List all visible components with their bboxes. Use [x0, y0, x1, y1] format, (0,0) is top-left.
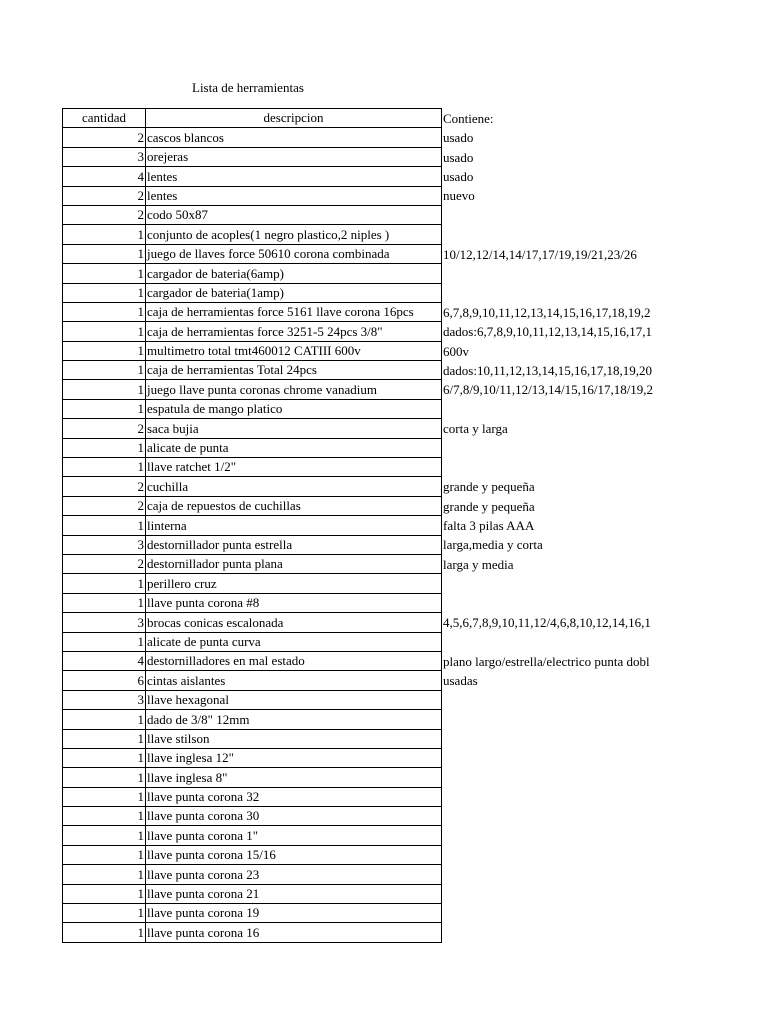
- table-row: [63, 244, 763, 263]
- description-cell: brocas conicas escalonada: [146, 613, 442, 632]
- quantity-cell: 6: [63, 671, 146, 690]
- quantity-cell: 1: [63, 458, 146, 477]
- table-row: [63, 593, 763, 612]
- quantity-cell: 1: [63, 807, 146, 826]
- description-cell: alicate de punta: [146, 438, 442, 457]
- contents-cell: [442, 748, 763, 767]
- contents-cell: [442, 710, 763, 729]
- header-quantity: cantidad: [63, 109, 146, 128]
- contents-cell: dados:6,7,8,9,10,11,12,13,14,15,16,17,1: [443, 324, 652, 340]
- quantity-cell: 1: [63, 729, 146, 748]
- quantity-cell: 3: [63, 690, 146, 709]
- contents-cell: [442, 205, 763, 224]
- quantity-cell: 2: [63, 186, 146, 205]
- table-row: [63, 865, 763, 884]
- contents-cell: [442, 593, 763, 612]
- quantity-cell: 1: [63, 748, 146, 767]
- contents-cell: 6,7,8,9,10,11,12,13,14,15,16,17,18,19,2: [443, 304, 651, 320]
- quantity-cell: 1: [63, 244, 146, 263]
- quantity-cell: 4: [63, 651, 146, 670]
- description-cell: linterna: [146, 516, 442, 535]
- table-body: [63, 128, 763, 942]
- quantity-cell: 1: [63, 438, 146, 457]
- description-cell: alicate de punta curva: [146, 632, 442, 651]
- table-row: [63, 554, 763, 573]
- description-cell: llave punta corona 1": [146, 826, 442, 845]
- table-row: [63, 845, 763, 864]
- description-cell: destornillador punta estrella: [146, 535, 442, 554]
- table-row: [63, 399, 763, 418]
- description-cell: llave hexagonal: [146, 690, 442, 709]
- page-title: Lista de herramientas: [192, 80, 304, 95]
- contents-cell: [442, 690, 763, 709]
- contents-cell: [442, 904, 763, 923]
- description-cell: llave punta corona 16: [146, 923, 442, 942]
- table-row: [63, 535, 763, 554]
- header-description: descripcion: [146, 109, 442, 128]
- description-cell: llave inglesa 12": [146, 748, 442, 767]
- contents-cell: 4,5,6,7,8,9,10,11,12/4,6,8,10,12,14,16,1: [443, 615, 651, 631]
- contents-cell: [442, 729, 763, 748]
- table-row: [63, 205, 763, 224]
- table-row: [63, 302, 763, 321]
- contents-cell: nuevo: [443, 188, 475, 204]
- description-cell: cintas aislantes: [146, 671, 442, 690]
- contents-cell: [442, 787, 763, 806]
- contents-cell: [442, 438, 763, 457]
- contents-cell: [442, 826, 763, 845]
- description-cell: destornillador punta plana: [146, 554, 442, 573]
- contents-cell: plano largo/estrella/electrico punta dobl: [443, 653, 650, 669]
- table-row: [63, 186, 763, 205]
- quantity-cell: 1: [63, 710, 146, 729]
- table-row: [63, 826, 763, 845]
- table-row: [63, 419, 763, 438]
- table-row: [63, 807, 763, 826]
- table-row: [63, 787, 763, 806]
- quantity-cell: 1: [63, 225, 146, 244]
- contents-cell: usado: [443, 130, 474, 146]
- quantity-cell: 3: [63, 147, 146, 166]
- table-row: [63, 225, 763, 244]
- description-cell: llave punta corona 21: [146, 884, 442, 903]
- quantity-cell: 2: [63, 419, 146, 438]
- description-cell: llave punta corona 30: [146, 807, 442, 826]
- contents-cell: [442, 225, 763, 244]
- table-row: [63, 884, 763, 903]
- description-cell: llave punta corona #8: [146, 593, 442, 612]
- description-cell: dado de 3/8" 12mm: [146, 710, 442, 729]
- description-cell: llave punta corona 32: [146, 787, 442, 806]
- contents-cell: [442, 283, 763, 302]
- quantity-cell: 3: [63, 535, 146, 554]
- quantity-cell: 1: [63, 865, 146, 884]
- table-row: [63, 671, 763, 690]
- quantity-cell: 3: [63, 613, 146, 632]
- header-row: [63, 109, 763, 128]
- table-row: [63, 361, 763, 380]
- table-row: [63, 690, 763, 709]
- contents-cell: 6/7,8/9,10/11,12/13,14/15,16/17,18/19,2: [443, 382, 654, 398]
- description-cell: perillero cruz: [146, 574, 442, 593]
- contents-cell: larga y media: [443, 556, 514, 572]
- description-cell: conjunto de acoples(1 negro plastico,2 niples ): [146, 225, 442, 244]
- contents-cell: grande y pequeña: [443, 498, 535, 514]
- table-row: [63, 264, 763, 283]
- quantity-cell: 1: [63, 787, 146, 806]
- table-row: [63, 341, 763, 360]
- quantity-cell: 1: [63, 923, 146, 942]
- table-row: [63, 729, 763, 748]
- table-row: [63, 768, 763, 787]
- description-cell: llave punta corona 23: [146, 865, 442, 884]
- description-cell: codo 50x87: [146, 205, 442, 224]
- table-row: [63, 458, 763, 477]
- contents-cell: usado: [443, 149, 474, 165]
- description-cell: juego de llaves force 50610 corona combinada: [146, 244, 442, 263]
- quantity-cell: 1: [63, 516, 146, 535]
- description-cell: orejeras: [146, 147, 442, 166]
- table-row: [63, 322, 763, 341]
- quantity-cell: 1: [63, 322, 146, 341]
- table-row: [63, 748, 763, 767]
- contents-cell: dados:10,11,12,13,14,15,16,17,18,19,20: [443, 362, 652, 378]
- description-cell: caja de repuestos de cuchillas: [146, 496, 442, 515]
- quantity-cell: 1: [63, 361, 146, 380]
- table-row: [63, 283, 763, 302]
- tool-list-sheet: [62, 108, 762, 943]
- contents-cell: 10/12,12/14,14/17,17/19,19/21,23/26: [443, 246, 637, 262]
- description-cell: espatula de mango platico: [146, 399, 442, 418]
- table-row: [63, 904, 763, 923]
- description-cell: llave inglesa 8": [146, 768, 442, 787]
- table-row: [63, 147, 763, 166]
- table-row: [63, 496, 763, 515]
- tool-list-table: [62, 108, 762, 943]
- contents-cell: usadas: [443, 673, 478, 689]
- quantity-cell: 1: [63, 826, 146, 845]
- description-cell: destornilladores en mal estado: [146, 651, 442, 670]
- contents-cell: [442, 574, 763, 593]
- quantity-cell: 1: [63, 574, 146, 593]
- table-row: [63, 632, 763, 651]
- table-row: [63, 128, 763, 147]
- description-cell: lentes: [146, 186, 442, 205]
- table-row: [63, 613, 763, 632]
- table-row: [63, 167, 763, 186]
- quantity-cell: 1: [63, 341, 146, 360]
- description-cell: saca bujia: [146, 419, 442, 438]
- table-row: [63, 516, 763, 535]
- quantity-cell: 2: [63, 128, 146, 147]
- quantity-cell: 1: [63, 768, 146, 787]
- quantity-cell: 1: [63, 904, 146, 923]
- description-cell: lentes: [146, 167, 442, 186]
- table-row: [63, 923, 763, 942]
- quantity-cell: 4: [63, 167, 146, 186]
- table-row: [63, 651, 763, 670]
- description-cell: llave stilson: [146, 729, 442, 748]
- description-cell: cascos blancos: [146, 128, 442, 147]
- description-cell: cargador de bateria(6amp): [146, 264, 442, 283]
- quantity-cell: 2: [63, 496, 146, 515]
- header-contents: Contiene:: [443, 110, 494, 126]
- description-cell: multimetro total tmt460012 CATIII 600v: [146, 341, 442, 360]
- table-row: [63, 477, 763, 496]
- table-row: [63, 574, 763, 593]
- quantity-cell: 2: [63, 205, 146, 224]
- description-cell: caja de herramientas force 5161 llave corona 16pcs: [146, 302, 442, 321]
- quantity-cell: 1: [63, 302, 146, 321]
- contents-cell: [442, 632, 763, 651]
- description-cell: caja de herramientas Total 24pcs: [146, 361, 442, 380]
- quantity-cell: 2: [63, 477, 146, 496]
- description-cell: cargador de bateria(1amp): [146, 283, 442, 302]
- quantity-cell: 1: [63, 632, 146, 651]
- contents-cell: corta y larga: [443, 421, 508, 437]
- description-cell: llave punta corona 15/16: [146, 845, 442, 864]
- quantity-cell: 1: [63, 399, 146, 418]
- description-cell: caja de herramientas force 3251-5 24pcs 3/8": [146, 322, 442, 341]
- quantity-cell: 2: [63, 554, 146, 573]
- contents-cell: [442, 399, 763, 418]
- contents-cell: [442, 923, 763, 942]
- description-cell: cuchilla: [146, 477, 442, 496]
- quantity-cell: 1: [63, 884, 146, 903]
- description-cell: llave punta corona 19: [146, 904, 442, 923]
- contents-cell: grande y pequeña: [443, 479, 535, 495]
- description-cell: juego llave punta coronas chrome vanadium: [146, 380, 442, 399]
- quantity-cell: 1: [63, 845, 146, 864]
- table-row: [63, 380, 763, 399]
- contents-cell: falta 3 pilas AAA: [443, 518, 535, 534]
- contents-cell: [442, 458, 763, 477]
- contents-cell: [442, 884, 763, 903]
- table-row: [63, 710, 763, 729]
- contents-cell: [442, 264, 763, 283]
- description-cell: llave ratchet 1/2": [146, 458, 442, 477]
- contents-cell: 600v: [443, 343, 469, 359]
- contents-cell: larga,media y corta: [443, 537, 543, 553]
- contents-cell: usado: [443, 169, 474, 185]
- contents-cell: [442, 865, 763, 884]
- quantity-cell: 1: [63, 593, 146, 612]
- table-row: [63, 438, 763, 457]
- contents-cell: [442, 845, 763, 864]
- quantity-cell: 1: [63, 380, 146, 399]
- quantity-cell: 1: [63, 264, 146, 283]
- quantity-cell: 1: [63, 283, 146, 302]
- contents-cell: [442, 768, 763, 787]
- contents-cell: [442, 807, 763, 826]
